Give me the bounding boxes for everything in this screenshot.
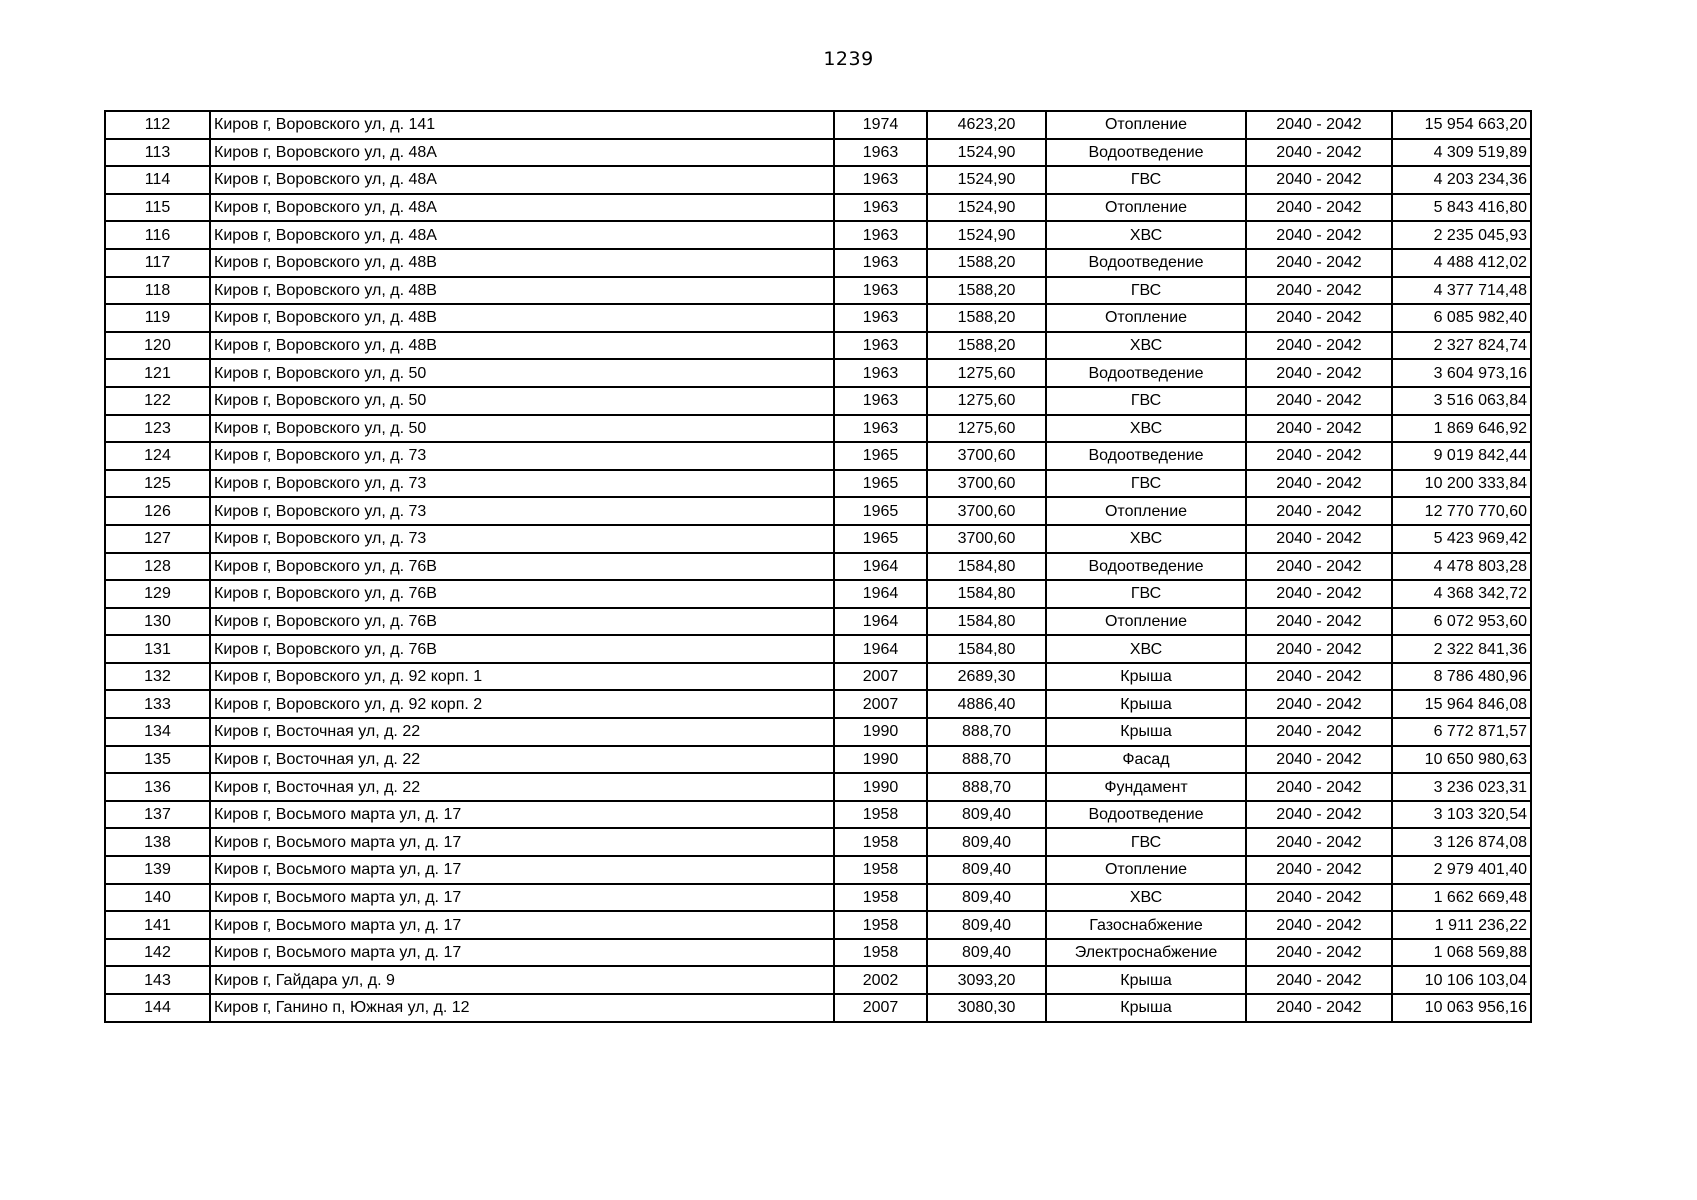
- area-cell: 809,40: [927, 939, 1046, 967]
- row-number-cell: 124: [105, 442, 210, 470]
- period-cell: 2040 - 2042: [1246, 994, 1392, 1022]
- period-cell: 2040 - 2042: [1246, 939, 1392, 967]
- table-row: [105, 746, 1531, 774]
- table-row: [105, 856, 1531, 884]
- cost-cell: 4 488 412,02: [1392, 249, 1531, 277]
- work-type-cell: ГВС: [1046, 470, 1246, 498]
- build-year-cell: 1964: [834, 553, 927, 581]
- cost-cell: 4 203 234,36: [1392, 166, 1531, 194]
- work-type-cell: Отопление: [1046, 304, 1246, 332]
- row-number-cell: 137: [105, 801, 210, 829]
- build-year-cell: 1990: [834, 718, 927, 746]
- row-number-cell: 135: [105, 746, 210, 774]
- build-year-cell: 2007: [834, 690, 927, 718]
- area-cell: 809,40: [927, 801, 1046, 829]
- cost-cell: 2 327 824,74: [1392, 332, 1531, 360]
- area-cell: 1588,20: [927, 277, 1046, 305]
- address-cell: Киров г, Воровского ул, д. 76В: [210, 580, 834, 608]
- work-type-cell: ХВС: [1046, 415, 1246, 443]
- build-year-cell: 1963: [834, 359, 927, 387]
- table-row: [105, 663, 1531, 691]
- work-type-cell: Крыша: [1046, 663, 1246, 691]
- work-type-cell: Водоотведение: [1046, 139, 1246, 167]
- address-cell: Киров г, Восточная ул, д. 22: [210, 773, 834, 801]
- build-year-cell: 1958: [834, 939, 927, 967]
- period-cell: 2040 - 2042: [1246, 553, 1392, 581]
- row-number-cell: 117: [105, 249, 210, 277]
- address-cell: Киров г, Восьмого марта ул, д. 17: [210, 801, 834, 829]
- work-type-cell: ГВС: [1046, 580, 1246, 608]
- row-number-cell: 121: [105, 359, 210, 387]
- period-cell: 2040 - 2042: [1246, 332, 1392, 360]
- row-number-cell: 133: [105, 690, 210, 718]
- table-row: [105, 332, 1531, 360]
- work-type-cell: Водоотведение: [1046, 553, 1246, 581]
- period-cell: 2040 - 2042: [1246, 194, 1392, 222]
- table-row: [105, 221, 1531, 249]
- table-row: [105, 415, 1531, 443]
- cost-cell: 4 478 803,28: [1392, 553, 1531, 581]
- build-year-cell: 1958: [834, 828, 927, 856]
- address-cell: Киров г, Восьмого марта ул, д. 17: [210, 911, 834, 939]
- address-cell: Киров г, Воровского ул, д. 50: [210, 359, 834, 387]
- build-year-cell: 2007: [834, 663, 927, 691]
- address-cell: Киров г, Воровского ул, д. 76В: [210, 553, 834, 581]
- build-year-cell: 1963: [834, 249, 927, 277]
- build-year-cell: 1963: [834, 387, 927, 415]
- build-year-cell: 1963: [834, 332, 927, 360]
- address-cell: Киров г, Восьмого марта ул, д. 17: [210, 939, 834, 967]
- cost-cell: 2 235 045,93: [1392, 221, 1531, 249]
- address-cell: Киров г, Воровского ул, д. 50: [210, 387, 834, 415]
- area-cell: 3093,20: [927, 966, 1046, 994]
- table-row: [105, 194, 1531, 222]
- table-row: [105, 911, 1531, 939]
- table-row: [105, 442, 1531, 470]
- row-number-cell: 127: [105, 525, 210, 553]
- cost-cell: 3 126 874,08: [1392, 828, 1531, 856]
- build-year-cell: 1958: [834, 884, 927, 912]
- work-type-cell: Электроснабжение: [1046, 939, 1246, 967]
- row-number-cell: 116: [105, 221, 210, 249]
- build-year-cell: 1958: [834, 856, 927, 884]
- address-cell: Киров г, Воровского ул, д. 48А: [210, 166, 834, 194]
- area-cell: 1275,60: [927, 387, 1046, 415]
- work-type-cell: Отопление: [1046, 497, 1246, 525]
- period-cell: 2040 - 2042: [1246, 277, 1392, 305]
- address-cell: Киров г, Воровского ул, д. 48В: [210, 249, 834, 277]
- area-cell: 3700,60: [927, 442, 1046, 470]
- row-number-cell: 114: [105, 166, 210, 194]
- area-cell: 809,40: [927, 884, 1046, 912]
- build-year-cell: 1965: [834, 525, 927, 553]
- address-cell: Киров г, Воровского ул, д. 76В: [210, 635, 834, 663]
- cost-cell: 6 772 871,57: [1392, 718, 1531, 746]
- address-cell: Киров г, Воровского ул, д. 48В: [210, 277, 834, 305]
- area-cell: 1275,60: [927, 415, 1046, 443]
- row-number-cell: 130: [105, 608, 210, 636]
- build-year-cell: 2002: [834, 966, 927, 994]
- row-number-cell: 115: [105, 194, 210, 222]
- address-cell: Киров г, Воровского ул, д. 73: [210, 525, 834, 553]
- cost-cell: 3 516 063,84: [1392, 387, 1531, 415]
- period-cell: 2040 - 2042: [1246, 249, 1392, 277]
- address-cell: Киров г, Восточная ул, д. 22: [210, 746, 834, 774]
- table-row: [105, 387, 1531, 415]
- cost-cell: 4 377 714,48: [1392, 277, 1531, 305]
- row-number-cell: 112: [105, 111, 210, 139]
- build-year-cell: 1990: [834, 773, 927, 801]
- row-number-cell: 128: [105, 553, 210, 581]
- period-cell: 2040 - 2042: [1246, 746, 1392, 774]
- row-number-cell: 122: [105, 387, 210, 415]
- work-type-cell: ГВС: [1046, 277, 1246, 305]
- area-cell: 3700,60: [927, 470, 1046, 498]
- table-row: [105, 553, 1531, 581]
- address-cell: Киров г, Восьмого марта ул, д. 17: [210, 856, 834, 884]
- area-cell: 888,70: [927, 746, 1046, 774]
- table-row: [105, 690, 1531, 718]
- period-cell: 2040 - 2042: [1246, 497, 1392, 525]
- build-year-cell: 1963: [834, 277, 927, 305]
- area-cell: 809,40: [927, 828, 1046, 856]
- period-cell: 2040 - 2042: [1246, 139, 1392, 167]
- work-type-cell: Крыша: [1046, 690, 1246, 718]
- work-type-cell: ГВС: [1046, 828, 1246, 856]
- area-cell: 3700,60: [927, 497, 1046, 525]
- register-table-body: [105, 111, 1531, 1022]
- period-cell: 2040 - 2042: [1246, 359, 1392, 387]
- period-cell: 2040 - 2042: [1246, 525, 1392, 553]
- address-cell: Киров г, Воровского ул, д. 73: [210, 442, 834, 470]
- area-cell: 1584,80: [927, 635, 1046, 663]
- build-year-cell: 1964: [834, 608, 927, 636]
- register-table: [104, 110, 1532, 1023]
- build-year-cell: 1958: [834, 801, 927, 829]
- cost-cell: 10 200 333,84: [1392, 470, 1531, 498]
- period-cell: 2040 - 2042: [1246, 221, 1392, 249]
- table-row: [105, 939, 1531, 967]
- table-row: [105, 249, 1531, 277]
- table-row: [105, 359, 1531, 387]
- row-number-cell: 141: [105, 911, 210, 939]
- work-type-cell: Фундамент: [1046, 773, 1246, 801]
- area-cell: 1588,20: [927, 304, 1046, 332]
- row-number-cell: 118: [105, 277, 210, 305]
- period-cell: 2040 - 2042: [1246, 718, 1392, 746]
- build-year-cell: 1965: [834, 470, 927, 498]
- area-cell: 3700,60: [927, 525, 1046, 553]
- period-cell: 2040 - 2042: [1246, 966, 1392, 994]
- build-year-cell: 1963: [834, 139, 927, 167]
- area-cell: 888,70: [927, 718, 1046, 746]
- address-cell: Киров г, Воровского ул, д. 48В: [210, 304, 834, 332]
- area-cell: 4623,20: [927, 111, 1046, 139]
- build-year-cell: 1965: [834, 442, 927, 470]
- area-cell: 1524,90: [927, 166, 1046, 194]
- build-year-cell: 1963: [834, 166, 927, 194]
- build-year-cell: 1974: [834, 111, 927, 139]
- work-type-cell: Крыша: [1046, 994, 1246, 1022]
- address-cell: Киров г, Воровского ул, д. 48В: [210, 332, 834, 360]
- period-cell: 2040 - 2042: [1246, 856, 1392, 884]
- table-row: [105, 966, 1531, 994]
- work-type-cell: ХВС: [1046, 635, 1246, 663]
- period-cell: 2040 - 2042: [1246, 773, 1392, 801]
- cost-cell: 1 662 669,48: [1392, 884, 1531, 912]
- period-cell: 2040 - 2042: [1246, 166, 1392, 194]
- address-cell: Киров г, Воровского ул, д. 141: [210, 111, 834, 139]
- work-type-cell: Отопление: [1046, 608, 1246, 636]
- row-number-cell: 143: [105, 966, 210, 994]
- row-number-cell: 120: [105, 332, 210, 360]
- period-cell: 2040 - 2042: [1246, 415, 1392, 443]
- page-number: 1239: [823, 48, 874, 70]
- area-cell: 809,40: [927, 856, 1046, 884]
- address-cell: Киров г, Воровского ул, д. 48А: [210, 139, 834, 167]
- row-number-cell: 125: [105, 470, 210, 498]
- build-year-cell: 1963: [834, 304, 927, 332]
- cost-cell: 2 979 401,40: [1392, 856, 1531, 884]
- area-cell: 4886,40: [927, 690, 1046, 718]
- work-type-cell: Водоотведение: [1046, 359, 1246, 387]
- cost-cell: 2 322 841,36: [1392, 635, 1531, 663]
- cost-cell: 3 103 320,54: [1392, 801, 1531, 829]
- address-cell: Киров г, Воровского ул, д. 48А: [210, 221, 834, 249]
- area-cell: 1588,20: [927, 249, 1046, 277]
- address-cell: Киров г, Воровского ул, д. 76В: [210, 608, 834, 636]
- address-cell: Киров г, Гайдара ул, д. 9: [210, 966, 834, 994]
- period-cell: 2040 - 2042: [1246, 828, 1392, 856]
- row-number-cell: 129: [105, 580, 210, 608]
- row-number-cell: 131: [105, 635, 210, 663]
- work-type-cell: Газоснабжение: [1046, 911, 1246, 939]
- cost-cell: 15 964 846,08: [1392, 690, 1531, 718]
- table-row: [105, 111, 1531, 139]
- work-type-cell: Водоотведение: [1046, 442, 1246, 470]
- area-cell: 888,70: [927, 773, 1046, 801]
- build-year-cell: 1965: [834, 497, 927, 525]
- row-number-cell: 139: [105, 856, 210, 884]
- period-cell: 2040 - 2042: [1246, 304, 1392, 332]
- period-cell: 2040 - 2042: [1246, 470, 1392, 498]
- cost-cell: 15 954 663,20: [1392, 111, 1531, 139]
- cost-cell: 6 072 953,60: [1392, 608, 1531, 636]
- work-type-cell: Отопление: [1046, 111, 1246, 139]
- cost-cell: 8 786 480,96: [1392, 663, 1531, 691]
- row-number-cell: 119: [105, 304, 210, 332]
- build-year-cell: 1963: [834, 221, 927, 249]
- build-year-cell: 2007: [834, 994, 927, 1022]
- area-cell: 1584,80: [927, 553, 1046, 581]
- row-number-cell: 140: [105, 884, 210, 912]
- row-number-cell: 136: [105, 773, 210, 801]
- row-number-cell: 142: [105, 939, 210, 967]
- period-cell: 2040 - 2042: [1246, 911, 1392, 939]
- cost-cell: 1 869 646,92: [1392, 415, 1531, 443]
- address-cell: Киров г, Ганино п, Южная ул, д. 12: [210, 994, 834, 1022]
- build-year-cell: 1963: [834, 415, 927, 443]
- period-cell: 2040 - 2042: [1246, 111, 1392, 139]
- address-cell: Киров г, Воровского ул, д. 92 корп. 2: [210, 690, 834, 718]
- area-cell: 1524,90: [927, 221, 1046, 249]
- work-type-cell: Крыша: [1046, 966, 1246, 994]
- table-row: [105, 718, 1531, 746]
- area-cell: 1524,90: [927, 139, 1046, 167]
- cost-cell: 5 423 969,42: [1392, 525, 1531, 553]
- area-cell: 1524,90: [927, 194, 1046, 222]
- cost-cell: 3 236 023,31: [1392, 773, 1531, 801]
- cost-cell: 4 368 342,72: [1392, 580, 1531, 608]
- table-row: [105, 304, 1531, 332]
- table-row: [105, 497, 1531, 525]
- period-cell: 2040 - 2042: [1246, 801, 1392, 829]
- cost-cell: 5 843 416,80: [1392, 194, 1531, 222]
- work-type-cell: ХВС: [1046, 332, 1246, 360]
- cost-cell: 1 911 236,22: [1392, 911, 1531, 939]
- build-year-cell: 1964: [834, 580, 927, 608]
- table-row: [105, 608, 1531, 636]
- area-cell: 1275,60: [927, 359, 1046, 387]
- cost-cell: 3 604 973,16: [1392, 359, 1531, 387]
- cost-cell: 12 770 770,60: [1392, 497, 1531, 525]
- table-row: [105, 773, 1531, 801]
- work-type-cell: ХВС: [1046, 525, 1246, 553]
- work-type-cell: ГВС: [1046, 166, 1246, 194]
- table-row: [105, 635, 1531, 663]
- work-type-cell: Водоотведение: [1046, 249, 1246, 277]
- area-cell: 2689,30: [927, 663, 1046, 691]
- cost-cell: 10 650 980,63: [1392, 746, 1531, 774]
- table-row: [105, 884, 1531, 912]
- table-row: [105, 470, 1531, 498]
- build-year-cell: 1958: [834, 911, 927, 939]
- address-cell: Киров г, Восьмого марта ул, д. 17: [210, 828, 834, 856]
- work-type-cell: ХВС: [1046, 221, 1246, 249]
- table-row: [105, 828, 1531, 856]
- work-type-cell: Водоотведение: [1046, 801, 1246, 829]
- work-type-cell: Крыша: [1046, 718, 1246, 746]
- table-row: [105, 801, 1531, 829]
- work-type-cell: ГВС: [1046, 387, 1246, 415]
- build-year-cell: 1990: [834, 746, 927, 774]
- cost-cell: 6 085 982,40: [1392, 304, 1531, 332]
- cost-cell: 9 019 842,44: [1392, 442, 1531, 470]
- build-year-cell: 1964: [834, 635, 927, 663]
- cost-cell: 4 309 519,89: [1392, 139, 1531, 167]
- area-cell: 3080,30: [927, 994, 1046, 1022]
- row-number-cell: 123: [105, 415, 210, 443]
- area-cell: 1588,20: [927, 332, 1046, 360]
- address-cell: Киров г, Воровского ул, д. 73: [210, 497, 834, 525]
- period-cell: 2040 - 2042: [1246, 442, 1392, 470]
- work-type-cell: ХВС: [1046, 884, 1246, 912]
- row-number-cell: 132: [105, 663, 210, 691]
- period-cell: 2040 - 2042: [1246, 884, 1392, 912]
- period-cell: 2040 - 2042: [1246, 635, 1392, 663]
- table-row: [105, 166, 1531, 194]
- table-row: [105, 580, 1531, 608]
- address-cell: Киров г, Воровского ул, д. 92 корп. 1: [210, 663, 834, 691]
- area-cell: 809,40: [927, 911, 1046, 939]
- period-cell: 2040 - 2042: [1246, 580, 1392, 608]
- table-row: [105, 525, 1531, 553]
- period-cell: 2040 - 2042: [1246, 387, 1392, 415]
- table-row: [105, 277, 1531, 305]
- cost-cell: 1 068 569,88: [1392, 939, 1531, 967]
- row-number-cell: 126: [105, 497, 210, 525]
- area-cell: 1584,80: [927, 608, 1046, 636]
- address-cell: Киров г, Восточная ул, д. 22: [210, 718, 834, 746]
- work-type-cell: Фасад: [1046, 746, 1246, 774]
- period-cell: 2040 - 2042: [1246, 690, 1392, 718]
- work-type-cell: Отопление: [1046, 194, 1246, 222]
- address-cell: Киров г, Воровского ул, д. 73: [210, 470, 834, 498]
- row-number-cell: 138: [105, 828, 210, 856]
- table-row: [105, 994, 1531, 1022]
- work-type-cell: Отопление: [1046, 856, 1246, 884]
- period-cell: 2040 - 2042: [1246, 608, 1392, 636]
- period-cell: 2040 - 2042: [1246, 663, 1392, 691]
- table-row: [105, 139, 1531, 167]
- cost-cell: 10 063 956,16: [1392, 994, 1531, 1022]
- row-number-cell: 113: [105, 139, 210, 167]
- address-cell: Киров г, Восьмого марта ул, д. 17: [210, 884, 834, 912]
- area-cell: 1584,80: [927, 580, 1046, 608]
- build-year-cell: 1963: [834, 194, 927, 222]
- row-number-cell: 134: [105, 718, 210, 746]
- address-cell: Киров г, Воровского ул, д. 48А: [210, 194, 834, 222]
- address-cell: Киров г, Воровского ул, д. 50: [210, 415, 834, 443]
- cost-cell: 10 106 103,04: [1392, 966, 1531, 994]
- row-number-cell: 144: [105, 994, 210, 1022]
